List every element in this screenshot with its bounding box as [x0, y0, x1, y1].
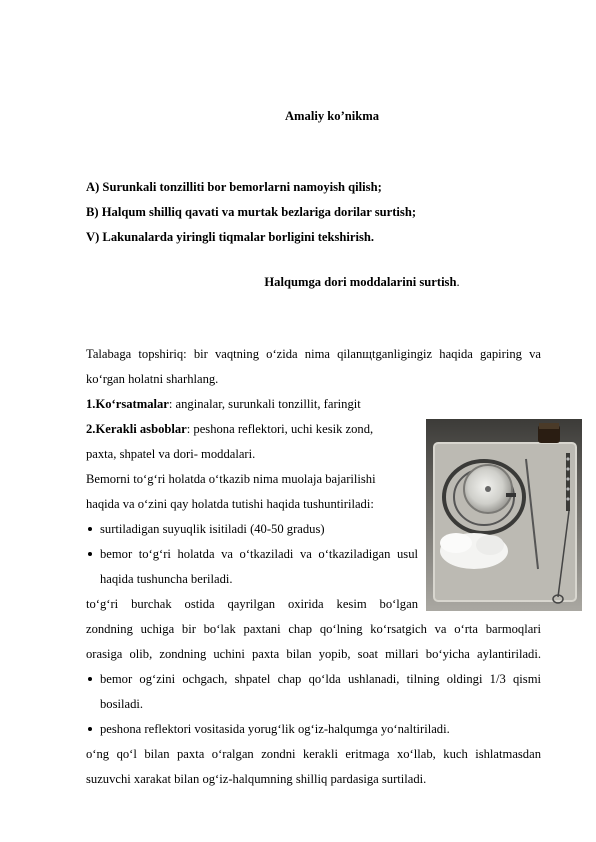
- tools-text: : peshona reflektori, uchi kesik zond,: [186, 422, 374, 436]
- bullet-icon: [88, 552, 92, 556]
- bullet-item: surtiladigan suyuqlik isitiladi (40-50 gradus): [100, 522, 325, 536]
- para3-line-1: o‘ng qo‘l bilan paxta o‘ralgan zondni kerakli eritmaga xo‘llab, kuch ishlatmasdan: [86, 747, 541, 761]
- bullet-item-continued: bosiladi.: [100, 697, 144, 711]
- para2-line-3: orasiga olib, zondning uchini paxta bilan yopib, soat millari bo‘yicha aylantiriladi.: [86, 647, 541, 661]
- instruments-illustration: [426, 419, 582, 611]
- task-b: B) Halqum shilliq qavati va murtak bezlariga dorilar surtish;: [86, 205, 417, 219]
- bullet-icon: [88, 727, 92, 731]
- prep-line-2: haqida va o‘zini qay holatda tutishi haqida tushuntiriladi:: [86, 497, 374, 511]
- tools-label: 2.Kerakli asboblar: [86, 422, 187, 436]
- para3-line-2: suzuvchi xarakat bilan og‘iz-halqumning shilliq pardasiga surtiladi.: [86, 772, 427, 786]
- intro-line-2: ko‘rgan holatni sharhlang.: [86, 372, 219, 386]
- bullet-item: peshona reflektori vositasida yorug‘lik og‘iz-halqumga yo‘naltiriladi.: [100, 722, 450, 736]
- indications-label: 1.Ko‘rsatmalar: [86, 397, 169, 411]
- section-subtitle: Halqumga dori moddalarini surtish.: [264, 275, 460, 289]
- tools-line-2: paxta, shpatel va dori- moddalari.: [86, 447, 256, 461]
- para2-line-1: to‘g‘ri burchak ostida qayrilgan oxirida kesim bo‘lgan: [86, 597, 418, 611]
- indications-text: : anginalar, surunkali tonzillit, faringit: [168, 397, 361, 411]
- task-a: A) Surunkali tonzilliti bor bemorlarni namoyish qilish;: [86, 180, 382, 194]
- task-v: V) Lakunalarda yiringli tiqmalar borligini tekshirish.: [86, 230, 375, 244]
- tools: [86, 423, 373, 436]
- intro-line-1: Talabaga topshiriq: bir vaqtning o‘zida nima qilanщtganligingiz haqida gapiring va: [86, 347, 541, 361]
- bullet-item: bemor og‘zini ochgach, shpatel chap qo‘lda ushlanadi, tilning oldingi 1/3 qismi: [100, 672, 541, 686]
- indications: [86, 398, 361, 411]
- bullet-icon: [88, 677, 92, 681]
- prep-line-1: Bemorni to‘g‘ri holatda o‘tkazib nima muolaja bajarilishi: [86, 472, 376, 486]
- instruments-photo: [426, 419, 582, 611]
- page-title: Amaliy ko’nikma: [284, 109, 380, 123]
- bullet-item: bemor to‘g‘ri holatda va o‘tkaziladi va o‘tkaziladigan usul: [100, 547, 418, 561]
- bullet-item-continued: haqida tushuncha beriladi.: [100, 572, 233, 586]
- para2-line-2: zondning uchiga bir bo‘lak paxtani chap qo‘lning ko‘rsatgich va o‘rta barmoqlari: [86, 622, 541, 636]
- bullet-icon: [88, 527, 92, 531]
